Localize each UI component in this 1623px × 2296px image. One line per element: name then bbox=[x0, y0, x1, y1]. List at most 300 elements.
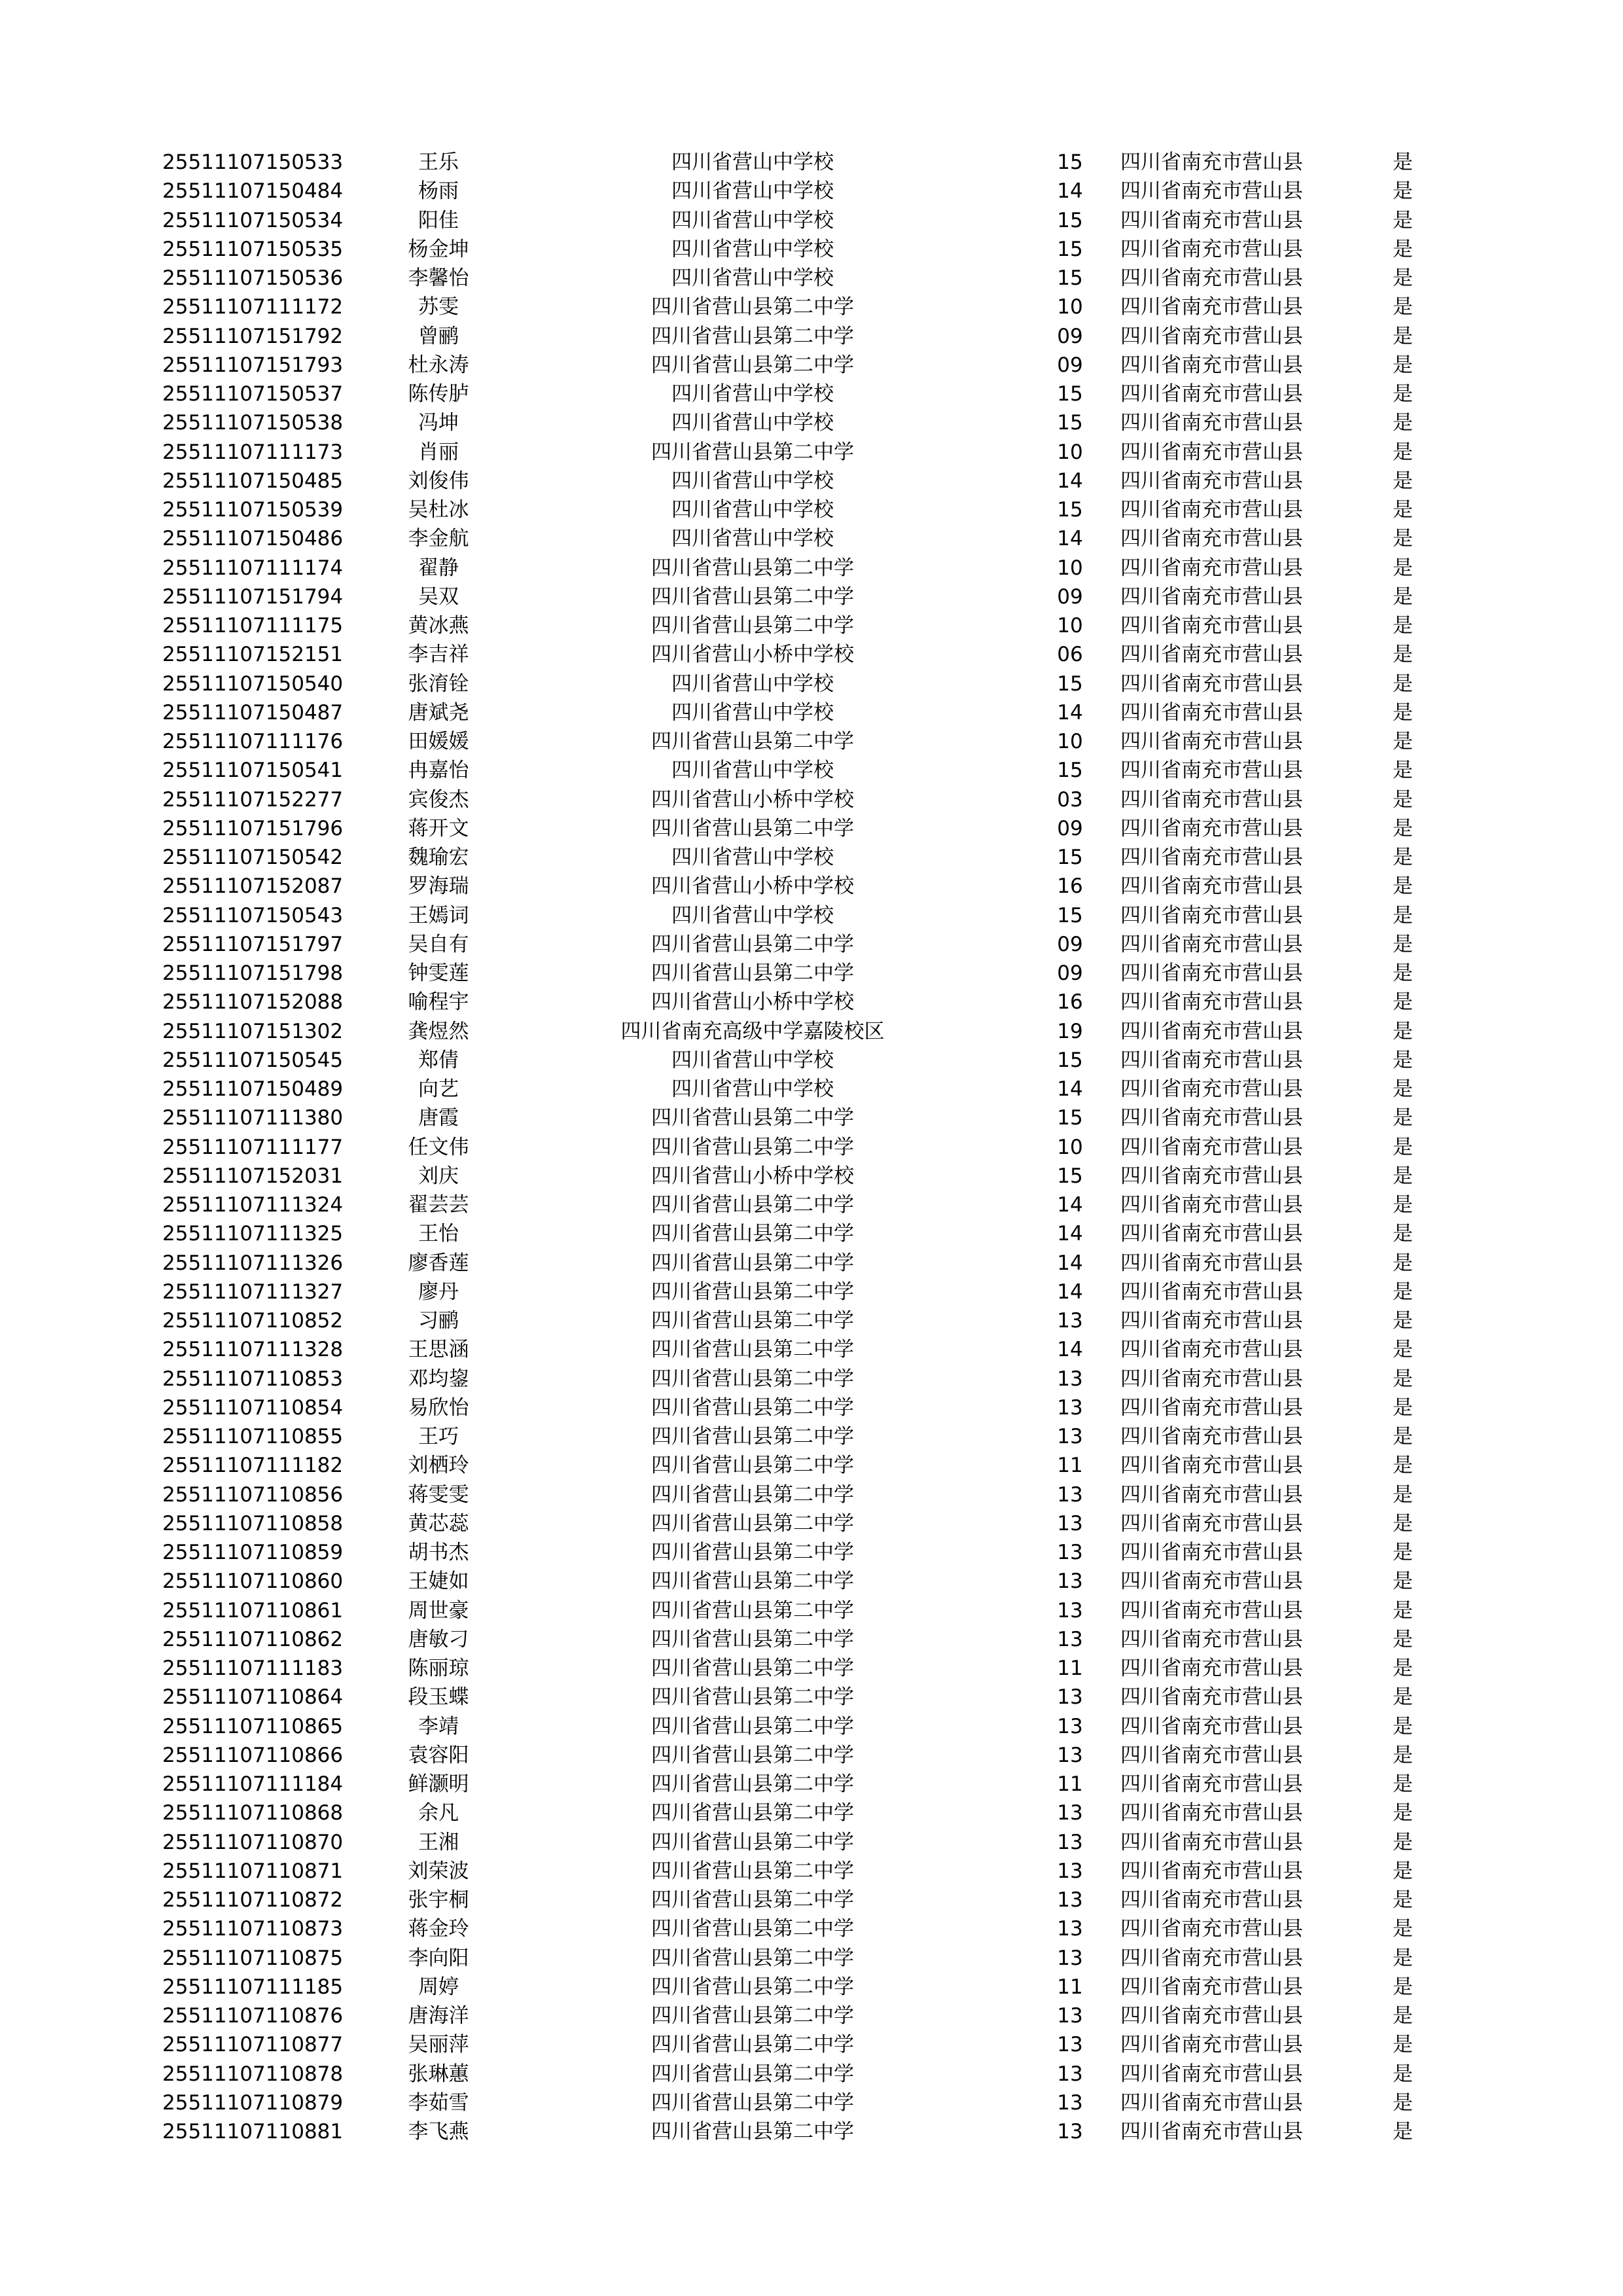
school-name-cell: 四川省营山县第二中学 bbox=[651, 1338, 854, 1362]
school-name-cell: 四川省营山中学校 bbox=[671, 527, 834, 551]
grade-code-cell: 13 bbox=[1057, 1917, 1083, 1941]
table-row bbox=[0, 264, 1623, 293]
student-name-cell: 黄芯蕊 bbox=[408, 1511, 469, 1535]
flag-cell: 是 bbox=[1393, 440, 1413, 464]
flag-cell: 是 bbox=[1393, 1511, 1413, 1535]
flag-cell: 是 bbox=[1393, 2120, 1413, 2144]
school-name-cell: 四川省营山县第二中学 bbox=[651, 1570, 854, 1594]
grade-code-cell: 06 bbox=[1057, 643, 1083, 667]
flag-cell: 是 bbox=[1393, 2033, 1413, 2057]
student-name-cell: 向艺 bbox=[418, 1077, 459, 1101]
flag-cell: 是 bbox=[1393, 1106, 1413, 1130]
student-name-cell: 唐霞 bbox=[418, 1106, 459, 1130]
student-name-cell: 李馨怡 bbox=[408, 266, 469, 290]
flag-cell: 是 bbox=[1393, 1657, 1413, 1680]
table-row bbox=[0, 322, 1623, 351]
school-name-cell: 四川省营山中学校 bbox=[671, 411, 834, 435]
table-row bbox=[0, 1103, 1623, 1132]
grade-code-cell: 09 bbox=[1057, 324, 1083, 348]
student-id-cell: 25511107110865 bbox=[162, 1714, 344, 1738]
region-cell: 四川省南充市营山县 bbox=[1120, 2004, 1303, 2028]
student-name-cell: 李向阳 bbox=[408, 1946, 469, 1970]
flag-cell: 是 bbox=[1393, 498, 1413, 522]
student-name-cell: 刘俊伟 bbox=[408, 469, 469, 493]
student-name-cell: 余凡 bbox=[418, 1801, 459, 1825]
grade-code-cell: 10 bbox=[1057, 556, 1083, 580]
flag-cell: 是 bbox=[1393, 1280, 1413, 1304]
school-name-cell: 四川省营山县第二中学 bbox=[651, 1106, 854, 1130]
flag-cell: 是 bbox=[1393, 266, 1413, 290]
region-cell: 四川省南充市营山县 bbox=[1120, 1975, 1303, 1999]
student-id-cell: 25511107111325 bbox=[162, 1222, 344, 1246]
table-row bbox=[0, 1046, 1623, 1075]
student-name-cell: 吴自有 bbox=[408, 932, 469, 956]
school-name-cell: 四川省南充高级中学嘉陵校区 bbox=[620, 1019, 885, 1043]
region-cell: 四川省南充市营山县 bbox=[1120, 179, 1303, 204]
student-name-cell: 李靖 bbox=[418, 1714, 459, 1738]
school-name-cell: 四川省营山县第二中学 bbox=[651, 1946, 854, 1970]
grade-code-cell: 13 bbox=[1057, 1946, 1083, 1970]
school-name-cell: 四川省营山小桥中学校 bbox=[651, 643, 854, 667]
school-name-cell: 四川省营山小桥中学校 bbox=[651, 990, 854, 1014]
school-name-cell: 四川省营山县第二中学 bbox=[651, 1222, 854, 1246]
flag-cell: 是 bbox=[1393, 1338, 1413, 1362]
table-row bbox=[0, 495, 1623, 524]
student-id-cell: 25511107150543 bbox=[162, 903, 344, 927]
region-cell: 四川省南充市营山县 bbox=[1120, 1714, 1303, 1738]
region-cell: 四川省南充市营山县 bbox=[1120, 1164, 1303, 1188]
student-name-cell: 廖香莲 bbox=[408, 1251, 469, 1275]
flag-cell: 是 bbox=[1393, 1685, 1413, 1710]
region-cell: 四川省南充市营山县 bbox=[1120, 1482, 1303, 1507]
table-row bbox=[0, 1596, 1623, 1625]
school-name-cell: 四川省营山县第二中学 bbox=[651, 353, 854, 377]
grade-code-cell: 19 bbox=[1057, 1019, 1083, 1043]
school-name-cell: 四川省营山县第二中学 bbox=[651, 556, 854, 580]
student-id-cell: 25511107111183 bbox=[162, 1657, 344, 1680]
student-id-cell: 25511107150541 bbox=[162, 759, 344, 783]
grade-code-cell: 11 bbox=[1057, 1454, 1083, 1478]
region-cell: 四川省南充市营山县 bbox=[1120, 1859, 1303, 1883]
region-cell: 四川省南充市营山县 bbox=[1120, 2033, 1303, 2057]
student-name-cell: 肖丽 bbox=[418, 440, 459, 464]
school-name-cell: 四川省营山县第二中学 bbox=[651, 2090, 854, 2115]
region-cell: 四川省南充市营山县 bbox=[1120, 932, 1303, 956]
student-name-cell: 喻程宇 bbox=[408, 990, 469, 1014]
region-cell: 四川省南充市营山县 bbox=[1120, 411, 1303, 435]
table-row bbox=[0, 293, 1623, 321]
student-name-cell: 阳佳 bbox=[418, 208, 459, 232]
flag-cell: 是 bbox=[1393, 1048, 1413, 1072]
region-cell: 四川省南充市营山县 bbox=[1120, 469, 1303, 493]
region-cell: 四川省南充市营山县 bbox=[1120, 295, 1303, 319]
region-cell: 四川省南充市营山县 bbox=[1120, 527, 1303, 551]
student-id-cell: 25511107111182 bbox=[162, 1454, 344, 1478]
student-id-cell: 25511107110866 bbox=[162, 1743, 344, 1767]
student-name-cell: 袁容阳 bbox=[408, 1743, 469, 1767]
region-cell: 四川省南充市营山县 bbox=[1120, 1830, 1303, 1854]
student-name-cell: 刘荣波 bbox=[408, 1859, 469, 1883]
region-cell: 四川省南充市营山县 bbox=[1120, 584, 1303, 609]
school-name-cell: 四川省营山县第二中学 bbox=[651, 614, 854, 637]
student-id-cell: 25511107110868 bbox=[162, 1801, 344, 1825]
school-name-cell: 四川省营山县第二中学 bbox=[651, 1454, 854, 1478]
grade-code-cell: 10 bbox=[1057, 730, 1083, 753]
grade-code-cell: 14 bbox=[1057, 1077, 1083, 1101]
grade-code-cell: 15 bbox=[1057, 1048, 1083, 1072]
student-id-cell: 25511107110864 bbox=[162, 1685, 344, 1710]
student-id-cell: 25511107151792 bbox=[162, 324, 344, 348]
grade-code-cell: 09 bbox=[1057, 584, 1083, 609]
grade-code-cell: 13 bbox=[1057, 1395, 1083, 1420]
school-name-cell: 四川省营山县第二中学 bbox=[651, 1395, 854, 1420]
grade-code-cell: 15 bbox=[1057, 266, 1083, 290]
region-cell: 四川省南充市营山县 bbox=[1120, 1541, 1303, 1564]
student-id-cell: 25511107152087 bbox=[162, 874, 344, 899]
region-cell: 四川省南充市营山县 bbox=[1120, 1772, 1303, 1796]
grade-code-cell: 09 bbox=[1057, 961, 1083, 985]
flag-cell: 是 bbox=[1393, 1222, 1413, 1246]
flag-cell: 是 bbox=[1393, 208, 1413, 232]
school-name-cell: 四川省营山县第二中学 bbox=[651, 2004, 854, 2028]
grade-code-cell: 15 bbox=[1057, 903, 1083, 927]
student-id-cell: 25511107111380 bbox=[162, 1106, 344, 1130]
student-id-cell: 25511107110873 bbox=[162, 1917, 344, 1941]
student-name-cell: 冉嘉怡 bbox=[408, 759, 469, 783]
table-row bbox=[0, 640, 1623, 669]
student-id-cell: 25511107110881 bbox=[162, 2120, 344, 2144]
grade-code-cell: 14 bbox=[1057, 469, 1083, 493]
region-cell: 四川省南充市营山县 bbox=[1120, 1048, 1303, 1072]
table-row bbox=[0, 756, 1623, 785]
student-id-cell: 25511107150486 bbox=[162, 527, 344, 551]
region-cell: 四川省南充市营山县 bbox=[1120, 324, 1303, 348]
student-name-cell: 蒋开文 bbox=[408, 816, 469, 840]
school-name-cell: 四川省营山县第二中学 bbox=[651, 1135, 854, 1159]
student-name-cell: 黄冰燕 bbox=[408, 614, 469, 637]
school-name-cell: 四川省营山县第二中学 bbox=[651, 2062, 854, 2086]
student-name-cell: 曾鹂 bbox=[418, 324, 459, 348]
grade-code-cell: 13 bbox=[1057, 1830, 1083, 1854]
student-id-cell: 25511107110855 bbox=[162, 1425, 344, 1448]
region-cell: 四川省南充市营山县 bbox=[1120, 614, 1303, 637]
student-id-cell: 25511107150484 bbox=[162, 179, 344, 204]
student-name-cell: 王婕如 bbox=[408, 1570, 469, 1594]
region-cell: 四川省南充市营山县 bbox=[1120, 672, 1303, 696]
flag-cell: 是 bbox=[1393, 1859, 1413, 1883]
table-row bbox=[0, 2001, 1623, 2030]
region-cell: 四川省南充市营山县 bbox=[1120, 1251, 1303, 1275]
grade-code-cell: 15 bbox=[1057, 498, 1083, 522]
grade-code-cell: 15 bbox=[1057, 208, 1083, 232]
flag-cell: 是 bbox=[1393, 816, 1413, 840]
student-id-cell: 25511107150536 bbox=[162, 266, 344, 290]
student-id-cell: 25511107110876 bbox=[162, 2004, 344, 2028]
flag-cell: 是 bbox=[1393, 1482, 1413, 1507]
flag-cell: 是 bbox=[1393, 1541, 1413, 1564]
student-name-cell: 习鹂 bbox=[418, 1309, 459, 1333]
student-id-cell: 25511107151793 bbox=[162, 353, 344, 377]
table-row bbox=[0, 524, 1623, 553]
region-cell: 四川省南充市营山县 bbox=[1120, 1801, 1303, 1825]
student-name-cell: 翟芸芸 bbox=[408, 1193, 469, 1217]
flag-cell: 是 bbox=[1393, 1193, 1413, 1217]
student-name-cell: 王乐 bbox=[418, 151, 459, 174]
region-cell: 四川省南充市营山县 bbox=[1120, 440, 1303, 464]
student-name-cell: 李金航 bbox=[408, 527, 469, 551]
grade-code-cell: 15 bbox=[1057, 151, 1083, 174]
grade-code-cell: 15 bbox=[1057, 1106, 1083, 1130]
flag-cell: 是 bbox=[1393, 411, 1413, 435]
flag-cell: 是 bbox=[1393, 614, 1413, 637]
grade-code-cell: 09 bbox=[1057, 932, 1083, 956]
school-name-cell: 四川省营山中学校 bbox=[671, 846, 834, 869]
flag-cell: 是 bbox=[1393, 1888, 1413, 1912]
region-cell: 四川省南充市营山县 bbox=[1120, 787, 1303, 812]
flag-cell: 是 bbox=[1393, 1598, 1413, 1623]
student-id-cell: 25511107150489 bbox=[162, 1077, 344, 1101]
table-row bbox=[0, 1219, 1623, 1248]
student-id-cell: 25511107110859 bbox=[162, 1541, 344, 1564]
flag-cell: 是 bbox=[1393, 1627, 1413, 1651]
table-row bbox=[0, 901, 1623, 930]
student-id-cell: 25511107110871 bbox=[162, 1859, 344, 1883]
student-id-cell: 25511107150537 bbox=[162, 382, 344, 406]
region-cell: 四川省南充市营山县 bbox=[1120, 1395, 1303, 1420]
grade-code-cell: 09 bbox=[1057, 353, 1083, 377]
flag-cell: 是 bbox=[1393, 1743, 1413, 1767]
school-name-cell: 四川省营山中学校 bbox=[671, 1077, 834, 1101]
region-cell: 四川省南充市营山县 bbox=[1120, 353, 1303, 377]
region-cell: 四川省南充市营山县 bbox=[1120, 1685, 1303, 1710]
flag-cell: 是 bbox=[1393, 1454, 1413, 1478]
student-id-cell: 25511107151797 bbox=[162, 932, 344, 956]
region-cell: 四川省南充市营山县 bbox=[1120, 2062, 1303, 2086]
school-name-cell: 四川省营山县第二中学 bbox=[651, 1280, 854, 1304]
region-cell: 四川省南充市营山县 bbox=[1120, 816, 1303, 840]
school-name-cell: 四川省营山县第二中学 bbox=[651, 1309, 854, 1333]
flag-cell: 是 bbox=[1393, 730, 1413, 753]
flag-cell: 是 bbox=[1393, 1309, 1413, 1333]
table-row bbox=[0, 467, 1623, 495]
student-id-cell: 25511107110861 bbox=[162, 1598, 344, 1623]
student-id-cell: 25511107110870 bbox=[162, 1830, 344, 1854]
flag-cell: 是 bbox=[1393, 584, 1413, 609]
student-id-cell: 25511107110852 bbox=[162, 1309, 344, 1333]
school-name-cell: 四川省营山中学校 bbox=[671, 266, 834, 290]
table-row bbox=[0, 930, 1623, 959]
table-row bbox=[0, 1625, 1623, 1654]
grade-code-cell: 15 bbox=[1057, 1164, 1083, 1188]
student-name-cell: 张淯铨 bbox=[408, 672, 469, 696]
flag-cell: 是 bbox=[1393, 2062, 1413, 2086]
flag-cell: 是 bbox=[1393, 1251, 1413, 1275]
grade-code-cell: 13 bbox=[1057, 1714, 1083, 1738]
grade-code-cell: 13 bbox=[1057, 2004, 1083, 2028]
region-cell: 四川省南充市营山县 bbox=[1120, 1598, 1303, 1623]
table-row bbox=[0, 1162, 1623, 1191]
student-name-cell: 宾俊杰 bbox=[408, 787, 469, 812]
region-cell: 四川省南充市营山县 bbox=[1120, 1280, 1303, 1304]
flag-cell: 是 bbox=[1393, 903, 1413, 927]
student-id-cell: 25511107110858 bbox=[162, 1511, 344, 1535]
student-id-cell: 25511107111173 bbox=[162, 440, 344, 464]
school-name-cell: 四川省营山县第二中学 bbox=[651, 1685, 854, 1710]
school-name-cell: 四川省营山小桥中学校 bbox=[651, 1164, 854, 1188]
student-id-cell: 25511107152277 bbox=[162, 787, 344, 812]
flag-cell: 是 bbox=[1393, 1019, 1413, 1043]
student-id-cell: 25511107110872 bbox=[162, 1888, 344, 1912]
school-name-cell: 四川省营山中学校 bbox=[671, 672, 834, 696]
region-cell: 四川省南充市营山县 bbox=[1120, 1106, 1303, 1130]
student-id-cell: 25511107152151 bbox=[162, 643, 344, 667]
student-id-cell: 25511107111184 bbox=[162, 1772, 344, 1796]
student-id-cell: 25511107150539 bbox=[162, 498, 344, 522]
grade-code-cell: 13 bbox=[1057, 1482, 1083, 1507]
table-row bbox=[0, 1306, 1623, 1335]
region-cell: 四川省南充市营山县 bbox=[1120, 700, 1303, 725]
region-cell: 四川省南充市营山县 bbox=[1120, 556, 1303, 580]
student-id-cell: 25511107110854 bbox=[162, 1395, 344, 1420]
region-cell: 四川省南充市营山县 bbox=[1120, 266, 1303, 290]
table-row bbox=[0, 1886, 1623, 1914]
region-cell: 四川省南充市营山县 bbox=[1120, 1425, 1303, 1448]
table-row bbox=[0, 438, 1623, 467]
table-row bbox=[0, 1857, 1623, 1886]
school-name-cell: 四川省营山中学校 bbox=[671, 237, 834, 261]
student-name-cell: 吴杜冰 bbox=[408, 498, 469, 522]
student-id-cell: 25511107111328 bbox=[162, 1338, 344, 1362]
table-row bbox=[0, 408, 1623, 437]
region-cell: 四川省南充市营山县 bbox=[1120, 643, 1303, 667]
table-row bbox=[0, 554, 1623, 583]
school-name-cell: 四川省营山县第二中学 bbox=[651, 1627, 854, 1651]
table-row bbox=[0, 1422, 1623, 1451]
flag-cell: 是 bbox=[1393, 787, 1413, 812]
student-name-cell: 吴丽萍 bbox=[408, 2033, 469, 2057]
table-row bbox=[0, 814, 1623, 843]
student-id-cell: 25511107150538 bbox=[162, 411, 344, 435]
flag-cell: 是 bbox=[1393, 2004, 1413, 2028]
table-row bbox=[0, 1249, 1623, 1278]
school-name-cell: 四川省营山中学校 bbox=[671, 498, 834, 522]
school-name-cell: 四川省营山县第二中学 bbox=[651, 1511, 854, 1535]
student-id-cell: 25511107152031 bbox=[162, 1164, 344, 1188]
table-row bbox=[0, 1770, 1623, 1799]
flag-cell: 是 bbox=[1393, 353, 1413, 377]
student-name-cell: 刘庆 bbox=[418, 1164, 459, 1188]
grade-code-cell: 13 bbox=[1057, 1511, 1083, 1535]
student-name-cell: 蒋金玲 bbox=[408, 1917, 469, 1941]
student-name-cell: 唐敏刁 bbox=[408, 1627, 469, 1651]
student-list-table bbox=[0, 148, 1623, 2146]
flag-cell: 是 bbox=[1393, 556, 1413, 580]
student-id-cell: 25511107110878 bbox=[162, 2062, 344, 2086]
table-row bbox=[0, 1278, 1623, 1306]
region-cell: 四川省南充市营山县 bbox=[1120, 1888, 1303, 1912]
flag-cell: 是 bbox=[1393, 1570, 1413, 1594]
school-name-cell: 四川省营山县第二中学 bbox=[651, 816, 854, 840]
grade-code-cell: 11 bbox=[1057, 1657, 1083, 1680]
table-row bbox=[0, 1335, 1623, 1364]
student-id-cell: 25511107111175 bbox=[162, 614, 344, 637]
grade-code-cell: 13 bbox=[1057, 1859, 1083, 1883]
region-cell: 四川省南充市营山县 bbox=[1120, 2090, 1303, 2115]
grade-code-cell: 13 bbox=[1057, 1309, 1083, 1333]
flag-cell: 是 bbox=[1393, 527, 1413, 551]
flag-cell: 是 bbox=[1393, 382, 1413, 406]
region-cell: 四川省南充市营山县 bbox=[1120, 237, 1303, 261]
grade-code-cell: 14 bbox=[1057, 1251, 1083, 1275]
table-row bbox=[0, 2060, 1623, 2089]
flag-cell: 是 bbox=[1393, 846, 1413, 869]
region-cell: 四川省南充市营山县 bbox=[1120, 874, 1303, 899]
school-name-cell: 四川省营山中学校 bbox=[671, 179, 834, 204]
flag-cell: 是 bbox=[1393, 874, 1413, 899]
school-name-cell: 四川省营山县第二中学 bbox=[651, 1772, 854, 1796]
school-name-cell: 四川省营山县第二中学 bbox=[651, 1859, 854, 1883]
student-name-cell: 杨雨 bbox=[418, 179, 459, 204]
school-name-cell: 四川省营山县第二中学 bbox=[651, 1714, 854, 1738]
region-cell: 四川省南充市营山县 bbox=[1120, 1454, 1303, 1478]
region-cell: 四川省南充市营山县 bbox=[1120, 1511, 1303, 1535]
flag-cell: 是 bbox=[1393, 2090, 1413, 2115]
school-name-cell: 四川省营山县第二中学 bbox=[651, 730, 854, 753]
flag-cell: 是 bbox=[1393, 1425, 1413, 1448]
student-id-cell: 25511107152088 bbox=[162, 990, 344, 1014]
table-row bbox=[0, 1712, 1623, 1741]
flag-cell: 是 bbox=[1393, 1367, 1413, 1391]
flag-cell: 是 bbox=[1393, 151, 1413, 174]
student-name-cell: 王思涵 bbox=[408, 1338, 469, 1362]
region-cell: 四川省南充市营山县 bbox=[1120, 1627, 1303, 1651]
school-name-cell: 四川省营山县第二中学 bbox=[651, 961, 854, 985]
table-row bbox=[0, 785, 1623, 814]
school-name-cell: 四川省营山县第二中学 bbox=[651, 324, 854, 348]
student-id-cell: 25511107110856 bbox=[162, 1482, 344, 1507]
flag-cell: 是 bbox=[1393, 700, 1413, 725]
flag-cell: 是 bbox=[1393, 1801, 1413, 1825]
student-name-cell: 李吉祥 bbox=[408, 643, 469, 667]
flag-cell: 是 bbox=[1393, 990, 1413, 1014]
school-name-cell: 四川省营山县第二中学 bbox=[651, 584, 854, 609]
student-name-cell: 杨金坤 bbox=[408, 237, 469, 261]
school-name-cell: 四川省营山中学校 bbox=[671, 903, 834, 927]
school-name-cell: 四川省营山县第二中学 bbox=[651, 1193, 854, 1217]
student-name-cell: 翟静 bbox=[418, 556, 459, 580]
table-row bbox=[0, 1509, 1623, 1538]
school-name-cell: 四川省营山中学校 bbox=[671, 382, 834, 406]
student-id-cell: 25511107110853 bbox=[162, 1367, 344, 1391]
grade-code-cell: 13 bbox=[1057, 1801, 1083, 1825]
table-row bbox=[0, 1828, 1623, 1857]
school-name-cell: 四川省营山县第二中学 bbox=[651, 1251, 854, 1275]
student-id-cell: 25511107111327 bbox=[162, 1280, 344, 1304]
grade-code-cell: 13 bbox=[1057, 2120, 1083, 2144]
table-row bbox=[0, 2089, 1623, 2117]
grade-code-cell: 14 bbox=[1057, 1280, 1083, 1304]
flag-cell: 是 bbox=[1393, 1135, 1413, 1159]
student-id-cell: 25511107150485 bbox=[162, 469, 344, 493]
grade-code-cell: 13 bbox=[1057, 1743, 1083, 1767]
table-row bbox=[0, 1538, 1623, 1567]
table-row bbox=[0, 1191, 1623, 1219]
student-id-cell: 25511107150542 bbox=[162, 846, 344, 869]
school-name-cell: 四川省营山县第二中学 bbox=[651, 295, 854, 319]
student-name-cell: 魏瑜宏 bbox=[408, 846, 469, 869]
school-name-cell: 四川省营山县第二中学 bbox=[651, 1425, 854, 1448]
student-name-cell: 任文伟 bbox=[408, 1135, 469, 1159]
